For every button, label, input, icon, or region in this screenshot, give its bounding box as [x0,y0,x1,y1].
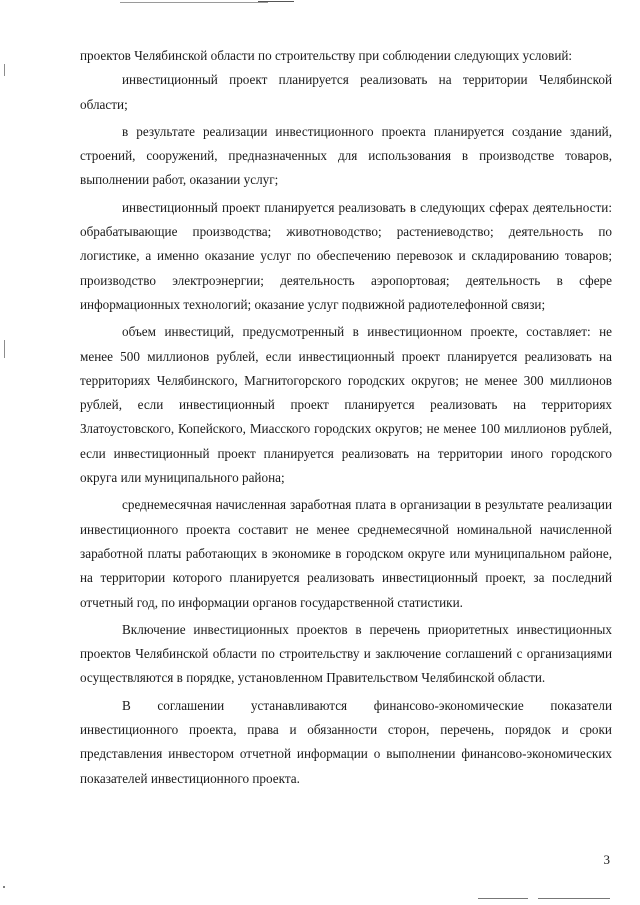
paragraph-condition-territory: инвестиционный проект планируется реализовать на территории Челябинской области; [80,72,612,112]
scan-artifact-top-line-short [258,1,294,2]
paragraph-condition-investment-volume: объем инвестиций, предусмотренный в инвестиционном проекте, составляет: не менее 500 миллионов рублей, если инвестиционный проект планируется реализовать на территориях Челябинского, Магнитогорского городских округов; не менее 300 миллионов рублей, если инвестиционный проект планируется реализовать на территориях Златоустовского, Копейского, Миасского городских округов; не менее 100 миллионов рублей, если инвестиционный проект планируется реализовать на территории иного городского округа или муниципального района; [80,324,612,486]
page-number: 3 [603,852,610,867]
scan-artifact-bottom-line [478,898,528,899]
paragraph-condition-buildings: в результате реализации инвестиционного проекта планируется создание зданий, строений, сооружений, предназначенных для использования в производстве товаров, выполнении работ, оказании услуг; [80,123,612,188]
paragraph-condition-spheres: инвестиционный проект планируется реализовать в следующих сферах деятельности: обрабатывающие производства; животноводство; растениеводство; деятельность по логистике, а именно оказание услуг по обеспечению перевозок и складированию товаров; производство электроэнергии; деятельность аэропортовая; деятельность в сфере информационных технологий; оказание услуг подвижной радиотелефонной связи; [80,199,612,312]
scan-artifact-bottom-line-right [538,898,610,899]
document-body [80,44,612,791]
paragraph-condition-salary: среднемесячная начисленная заработная плата в организации в результате реализации инвестиционного проекта составит не менее среднемесячной номинальной начисленной заработной платы работающих в экономике в городском округе или муниципальном районе, на территории которого планируется реализовать инвестиционный проект, за последний отчетный год, по информации органов государственной статистики. [80,497,612,610]
paragraph-agreement-terms: В соглашении устанавливаются финансово-экономические показатели инвестиционного проекта, права и обязанности сторон, перечень, порядок и сроки представления инвестором отчетной информации о выполнении финансово-экономических показателей инвестиционного проекта. [80,697,612,786]
paragraph-inclusion-procedure: Включение инвестиционных проектов в перечень приоритетных инвестиционных проектов Челябинской области по строительству и заключение соглашений с организациями осуществляются в порядке, установленном Правительством Челябинской области. [80,621,612,686]
binding-mark-middle [4,340,5,358]
paragraph-continuation: проектов Челябинской области по строительству при соблюдении следующих условий: [80,48,573,63]
scan-speck [3,886,5,888]
binding-mark-upper [4,64,5,76]
scan-artifact-top-line [120,2,268,3]
